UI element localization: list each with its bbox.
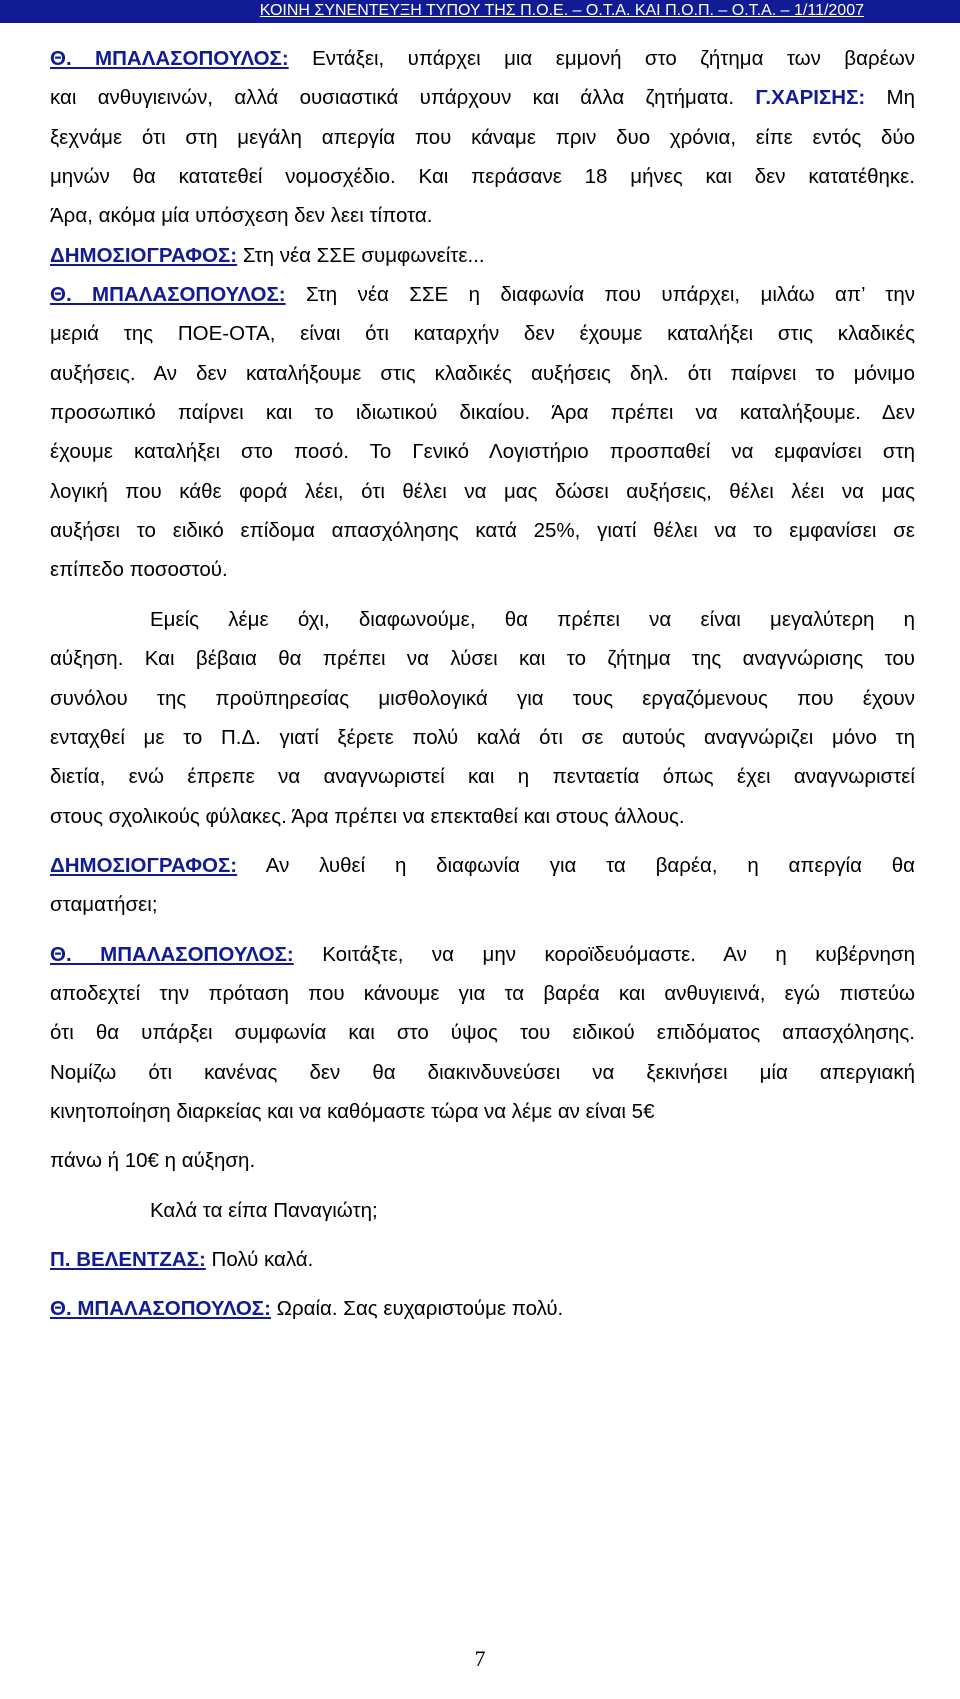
line-text: Στη νέα ΣΣΕ η διαφωνία που υπάρχει, μιλάω απ’ την (285, 283, 915, 306)
line-text: αυξήσει το ειδικό επίδομα απασχόλησης κατά 25%, γιατί θέλει να το εμφανίσει σε (50, 519, 915, 542)
line-text: και ανθυγιεινών, αλλά ουσιαστικά υπάρχουν και άλλα ζητήματα. (50, 86, 735, 109)
line-text: Άρα, ακόμα μία υπόσχεση δεν λεει τίποτα. (50, 204, 433, 227)
paragraph-line (50, 39, 915, 79)
line-text: σταματήσει; (50, 893, 158, 916)
paragraph-line (50, 974, 915, 1014)
paragraph-line (150, 1191, 378, 1231)
speaker-label: Γ.ΧΑΡΙΣΗΣ: (755, 86, 866, 109)
paragraph-line (50, 846, 915, 886)
paragraph-line (50, 393, 915, 433)
line-text: Μη (865, 86, 915, 109)
line-text: Εμείς λέμε όχι, διαφωνούμε, θα πρέπει να είναι μεγαλύτερη η (150, 608, 915, 631)
line-text: ξεχνάμε ότι στη μεγάλη απεργία που κάναμε πριν δυο χρόνια, είπε εντός δύο (50, 126, 915, 149)
paragraph-line (50, 275, 915, 315)
line-text: επίπεδο ποσοστού. (50, 558, 228, 581)
paragraph-line (50, 157, 915, 197)
paragraph-line (50, 1053, 915, 1093)
line-text: ενταχθεί με το Π.Δ. γιατί ξέρετε πολύ καλά ότι σε αυτούς αναγνώριζει μόνο τη (50, 726, 915, 749)
speaker-label: Θ. ΜΠΑΛΑΣΟΠΟΥΛΟΣ: (50, 1297, 271, 1320)
speaker-label: Θ. ΜΠΑΛΑΣΟΠΟΥΛΟΣ: (50, 47, 289, 70)
paragraph-line (50, 118, 915, 158)
line-text: πάνω ή 10€ η αύξηση. (50, 1149, 256, 1172)
paragraph-line (50, 1240, 313, 1280)
paragraph-line (50, 1092, 654, 1132)
speaker-label: Θ. ΜΠΑΛΑΣΟΠΟΥΛΟΣ: (50, 283, 286, 306)
paragraph-line (50, 679, 915, 719)
line-text: στους σχολικούς φύλακες. Άρα πρέπει να επεκταθεί και στους άλλους. (50, 805, 685, 828)
paragraph-line (50, 196, 432, 236)
line-text: προσωπικό παίρνει και το ιδιωτικού δικαίου. Άρα πρέπει να καταλήξουμε. Δεν (50, 401, 915, 424)
paragraph-line (50, 718, 915, 758)
line-text: Κοιτάξτε, να μην κοροϊδευόμαστε. Αν η κυβέρνηση (293, 943, 916, 966)
line-text: Εντάξει, υπάρχει μια εμμονή στο ζήτημα των βαρέων (288, 47, 915, 70)
line-text: μεριά της ΠΟΕ-ΟΤΑ, είναι ότι καταρχήν δεν έχουμε καταλήξει στις κλαδικές (50, 322, 915, 345)
paragraph-line (50, 236, 485, 276)
speaker-label: Θ. ΜΠΑΛΑΣΟΠΟΥΛΟΣ: (50, 943, 294, 966)
paragraph-line (50, 511, 915, 551)
line-text: κινητοποίηση διαρκείας και να καθόμαστε τώρα να λέμε αν είναι 5€ (50, 1100, 655, 1123)
paragraph-line (50, 1289, 563, 1329)
paragraph-line (50, 550, 228, 590)
paragraph-line (50, 639, 915, 679)
paragraph-line (50, 797, 685, 837)
document-header (0, 0, 960, 23)
speaker-label: Π. ΒΕΛΕΝΤΖΑΣ: (50, 1248, 206, 1271)
line-text: λογική που κάθε φορά λέει, ότι θέλει να μας δώσει αυξήσεις, θέλει λέει να μας (50, 480, 915, 503)
line-text: συνόλου της προϋπηρεσίας μισθολογικά για τους εργαζόμενους που έχουν (50, 687, 915, 710)
line-text: Αν λυθεί η διαφωνία για τα βαρέα, η απεργία θα (237, 854, 915, 877)
paragraph-line (50, 472, 915, 512)
line-text: αυξήσεις. Αν δεν καταλήξουμε στις κλαδικές αυξήσεις δηλ. ότι παίρνει το μόνιμο (50, 362, 915, 385)
line-text: έχουμε καταλήξει στο ποσό. Το Γενικό Λογιστήριο προσπαθεί να εμφανίσει στη (50, 440, 915, 463)
paragraph-line (50, 757, 915, 797)
paragraph-line (50, 885, 158, 925)
line-text: Πολύ καλά. (205, 1248, 314, 1271)
paragraph-line (50, 935, 915, 975)
paragraph-line (50, 1141, 255, 1181)
line-text: Στη νέα ΣΣΕ συμφωνείτε... (237, 244, 485, 267)
paragraph-line (50, 1013, 915, 1053)
line-text: μηνών θα κατατεθεί νομοσχέδιο. Και περάσανε 18 μήνες και δεν κατατέθηκε. (50, 165, 915, 188)
speaker-label: ΔΗΜΟΣΙΟΓΡΑΦΟΣ: (50, 244, 238, 267)
line-text: διετία, ενώ έπρεπε να αναγνωριστεί και η πενταετία όπως έχει αναγνωριστεί (50, 765, 915, 788)
speaker-label: ΔΗΜΟΣΙΟΓΡΑΦΟΣ: (50, 854, 238, 877)
line-text: αύξηση. Και βέβαια θα πρέπει να λύσει και το ζήτημα της αναγνώρισης του (50, 647, 915, 670)
line-text: Νομίζω ότι κανένας δεν θα διακινδυνεύσει να ξεκινήσει μία απεργιακή (50, 1061, 915, 1084)
paragraph-line (150, 600, 915, 640)
paragraph-line (50, 354, 915, 394)
line-text: ότι θα υπάρξει συμφωνία και στο ύψος του ειδικού επιδόματος απασχόλησης. (50, 1021, 915, 1044)
paragraph-line (50, 432, 915, 472)
page-number: 7 (474, 1646, 486, 1671)
paragraph-line (50, 314, 915, 354)
line-text: Ωραία. Σας ευχαριστούμε πολύ. (270, 1297, 564, 1320)
line-text: Καλά τα είπα Παναγιώτη; (150, 1199, 378, 1222)
header-title: ΚΟΙΝΗ ΣΥΝΕΝΤΕΥΞΗ ΤΥΠΟΥ ΤΗΣ Π.Ο.Ε. – Ο.Τ.Α. ΚΑΙ Π.Ο.Π. – Ο.Τ.Α. – 1/11/2007 (259, 2, 864, 19)
paragraph-line (50, 78, 915, 118)
line-text: αποδεχτεί την πρόταση που κάνουμε για τα βαρέα και ανθυγιεινά, εγώ πιστεύω (50, 982, 915, 1005)
